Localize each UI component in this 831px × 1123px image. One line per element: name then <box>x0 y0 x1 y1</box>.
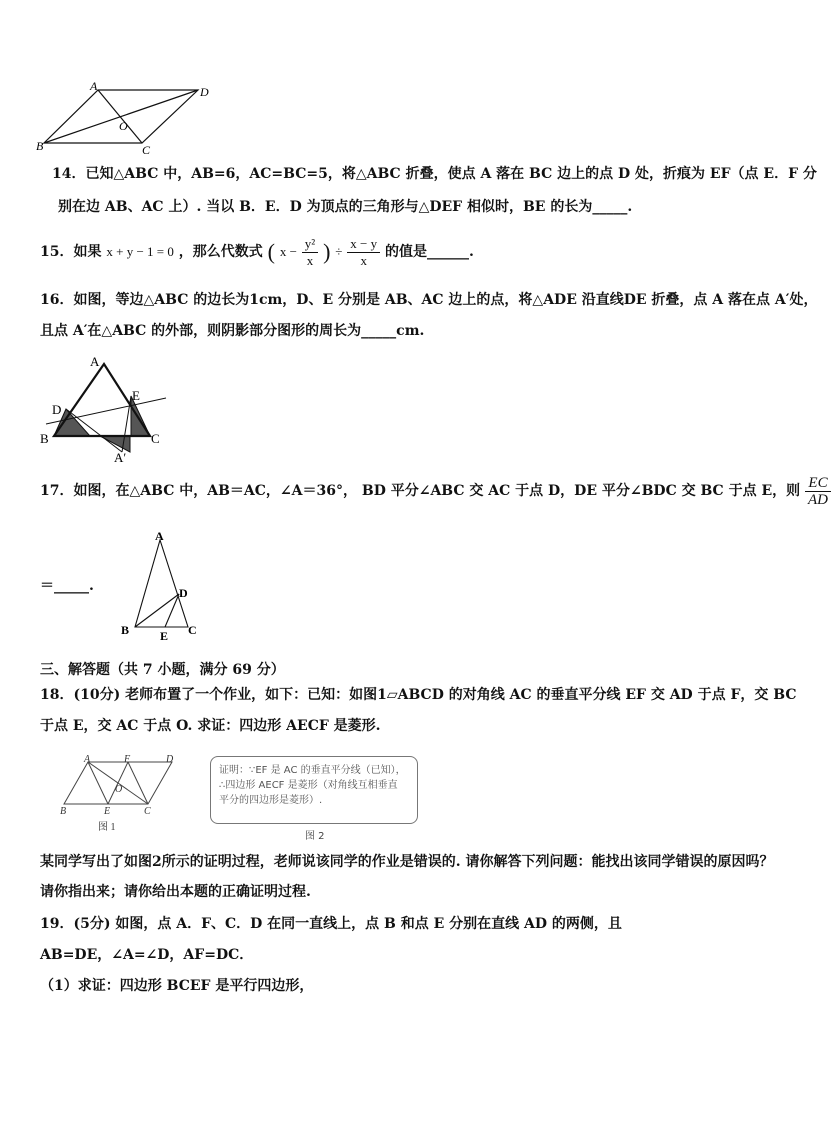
figure-isosceles-bisector <box>115 530 205 642</box>
fig17-label-B: B <box>121 623 130 637</box>
q17-frac-num: EC <box>805 475 831 492</box>
q19-sub1: （1）求证：四边形 BCEF 是平行四边形， <box>40 978 314 994</box>
q15-frac-y2-x <box>302 236 318 269</box>
q15-frac2-num: x − y <box>347 236 380 253</box>
fig17-label-E: E <box>160 629 169 643</box>
fig17-label-D: D <box>179 586 188 600</box>
fig17-label-A: A <box>155 529 164 543</box>
q15-suffix: 的值是______. <box>385 244 474 260</box>
label-A: A <box>90 79 98 93</box>
q17-frac-den: AD <box>808 491 828 508</box>
label-B: B <box>36 139 44 153</box>
proof-line-1: 证明：∵EF 是 AC 的垂直平分线（已知）， <box>219 765 406 776</box>
proof-box-figure-2 <box>210 756 418 824</box>
q18-follow-line1: 某同学写出了如图2所示的证明过程，老师说该同学的作业是错误的. 请你解答下列问题：能找出该同学错误的原因吗？ <box>40 854 774 870</box>
q19-line1: 19．(5分) 如图，点 A．F、C．D 在同一直线上，点 B 和点 E 分别在直线 AD 的两侧，且 <box>40 916 622 932</box>
q18-line2: 于点 E，交 AC 于点 O. 求证：四边形 AECF 是菱形. <box>40 718 381 734</box>
fig16-label-A: A <box>90 354 100 369</box>
fig16-label-E: E <box>132 388 140 403</box>
q17-answer: ＝_____. <box>40 578 94 594</box>
q15-condition: x + y − 1 = 0 <box>106 244 174 259</box>
q15-line: 15．如果 x + y − 1 = 0 ，那么代数式 ( x − $\frac{\text{y²}}{x}$ ) ÷ $\frac{x - y}{x}$ 的值是______. <box>40 235 474 268</box>
q18-line1: 18．(10分) 老师布置了一个作业，如下：已知：如图1▱ABCD 的对角线 AC 的垂直平分线 EF 交 AD 于点 F，交 BC <box>40 687 797 703</box>
q15-frac1-num: y² <box>302 236 318 253</box>
figure-parallelogram-top <box>30 78 220 158</box>
q14-line2: 别在边 AB、AC 上）. 当以 B．E．D 为顶点的三角形与△DEF 相似时，BE 的长为_____. <box>58 199 633 215</box>
fig1-label-A: A <box>84 754 91 765</box>
q17-line <box>40 470 831 514</box>
q14-line1: 14．已知△ABC 中，AB=6，AC=BC=5，将△ABC 折叠，使点 A 落在 BC 边上的点 D 处，折痕为 EF（点 E．F 分 <box>52 166 817 182</box>
q15-frac-xy-x <box>347 236 380 269</box>
proof-line-3: 平分的四边形是菱形）. <box>219 795 323 806</box>
q19-line2: AB=DE，∠A=∠D，AF=DC． <box>40 947 254 963</box>
figure-equilateral-fold <box>38 352 178 464</box>
fig16-label-D: D <box>52 402 62 417</box>
fig1-caption: 图 1 <box>98 822 116 833</box>
q16-line2: 且点 A′在△ABC 的外部，则阴影部分图形的周长为_____cm. <box>40 323 425 339</box>
fig1-label-C: C <box>144 806 151 817</box>
q15-divide: ÷ <box>335 244 343 259</box>
section-3-heading: 三、解答题（共 7 小题，满分 69 分） <box>40 662 285 678</box>
fig1-label-B: B <box>60 806 67 817</box>
q15-expr-left: x − <box>279 244 297 259</box>
q15-mid: ，那么代数式 <box>178 244 263 260</box>
q15-prefix: 15．如果 <box>40 244 102 260</box>
q18-follow-line2: 请你指出来；请你给出本题的正确证明过程. <box>40 884 311 900</box>
fig2-caption: 图 2 <box>305 831 325 842</box>
fig1-label-E: E <box>104 806 111 817</box>
fig16-label-B: B <box>40 431 49 446</box>
fig17-label-C: C <box>188 623 197 637</box>
fig16-label-C: C <box>151 431 160 446</box>
q15-frac1-den: x <box>306 252 314 268</box>
q17-frac <box>805 475 831 508</box>
fig16-label-A-prime: A′ <box>114 450 127 465</box>
label-C: C <box>142 143 151 157</box>
label-D: D <box>200 85 209 99</box>
q15-frac2-den: x <box>360 252 367 268</box>
fig1-label-F: F <box>124 754 131 765</box>
fig1-label-O: O <box>115 784 123 795</box>
label-O: O <box>119 119 128 133</box>
fig1-label-D: D <box>166 754 174 765</box>
q17-text: 17．如图，在△ABC 中，AB＝AC，∠A＝36°， BD 平分∠ABC 交 AC 于点 D，DE 平分∠BDC 交 BC 于点 E，则 <box>40 483 801 499</box>
q16-line1: 16．如图，等边△ABC 的边长为1cm，D、E 分别是 AB、AC 边上的点，将△ADE 沿直线DE 折叠，点 A 落在点 A′处， <box>40 292 818 308</box>
figure-1-parallelogram <box>60 754 185 836</box>
proof-line-2: ∴四边形 AECF 是菱形（对角线互相垂直 <box>219 780 398 791</box>
